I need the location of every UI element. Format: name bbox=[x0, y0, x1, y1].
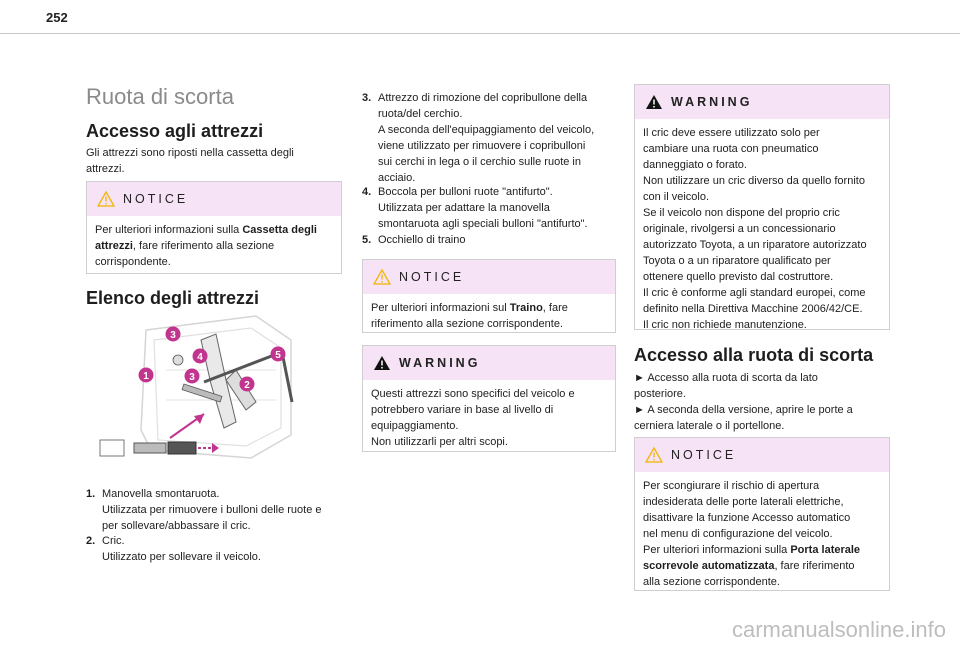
list-item-3: 3. Attrezzo di rimozione del copribullone della ruota/del cerchio. A seconda dell'equipaggiamento del veicolo, viene utilizzato per rimuovere i copribulloni sui cerchi in lega o il cerchio sulle ruote in acciaio. bbox=[362, 92, 595, 184]
heading-tool-list: Elenco degli attrezzi bbox=[86, 288, 260, 308]
list-item-2: 2. Cric. Utilizzato per sollevare il veicolo. bbox=[86, 535, 261, 563]
callout-2-text: 2 bbox=[244, 380, 250, 391]
callout-4-text: 4 bbox=[197, 352, 203, 363]
notice-body: Per ulteriori informazioni sul Traino, fare riferimento alla sezione corrispondente. bbox=[371, 302, 568, 330]
warning-body: Questi attrezzi sono specifici del veicolo e potrebbero variare in base al livello di equipaggiamento. Non utilizzarli per altri scopi. bbox=[371, 388, 575, 448]
list-item-1: 1. Manovella smontaruota. Utilizzata per rimuovere i bulloni delle ruote e per sollevare/abbassare il cric. bbox=[86, 488, 322, 532]
caution-triangle-icon bbox=[645, 447, 663, 463]
tool-kit-drawing bbox=[86, 310, 342, 470]
list-item-5: 5. Occhiello di traino bbox=[362, 234, 466, 246]
callout-3-top-text: 3 bbox=[170, 330, 176, 341]
callout-5-text: 5 bbox=[275, 350, 281, 361]
notice-label: NOTICE bbox=[123, 192, 189, 206]
tool-kit-illustration bbox=[86, 310, 342, 470]
notice-label: NOTICE bbox=[671, 448, 737, 462]
callout-3-mid-text: 3 bbox=[189, 372, 195, 383]
heading-spare-access: Accesso alla ruota di scorta bbox=[634, 345, 874, 365]
notice-body: Per scongiurare il rischio di apertura indesiderata delle porte laterali elettriche, disattivare la funzione Accesso automatico nel menu di configurazione del veicolo. Per ulteriori informazioni sulla Porta laterale scorrevole automatizzata, fare riferimento alla sezione corrispondente. bbox=[643, 480, 861, 588]
warning-label: WARNING bbox=[399, 356, 481, 370]
caution-triangle-icon bbox=[373, 269, 391, 285]
notice-box-sliding-door bbox=[634, 437, 890, 591]
intro-text: Gli attrezzi sono riposti nella cassetta degli attrezzi. bbox=[86, 147, 294, 175]
warning-triangle-icon bbox=[645, 94, 663, 110]
notice-header bbox=[363, 260, 615, 294]
warning-box-jack bbox=[634, 84, 890, 330]
callout-1-text: 1 bbox=[143, 371, 149, 382]
warning-body: Il cric deve essere utilizzato solo per cambiare una ruota con pneumatico danneggiato o forato. Non utilizzare un cric diverso da quello fornito con il veicolo. Se il veicolo non dispone del proprio cric originale, rivolgersi a un concessionario autorizzato Toyota, a un riparatore autorizzato Toyota o a un riparatore qualificato per ottenere quello previsto dal costruttore. Il cric è conforme agli standard europei, come definito nella Direttiva Macchine 2006/42/CE. Il cric non richiede manutenzione. bbox=[643, 127, 867, 331]
notice-header bbox=[635, 438, 889, 472]
list-item-4: 4. Boccola per bulloni ruote "antifurto". Utilizzata per adattare la manovella smontaruota agli speciali bulloni "antifurto". bbox=[362, 186, 588, 230]
warning-header bbox=[635, 85, 889, 119]
notice-box-tool-kit bbox=[86, 181, 342, 274]
header-rule bbox=[0, 33, 960, 34]
warning-label: WARNING bbox=[671, 95, 753, 109]
notice-body: Per ulteriori informazioni sulla Cassetta degli attrezzi, fare riferimento alla sezione corrispondente. bbox=[95, 224, 317, 268]
page-number: 252 bbox=[46, 10, 68, 25]
notice-header bbox=[87, 182, 341, 216]
caution-triangle-icon bbox=[97, 191, 115, 207]
section-title: Ruota di scorta bbox=[86, 84, 234, 109]
notice-label: NOTICE bbox=[399, 270, 465, 284]
spare-access-text: ► Accesso alla ruota di scorta da lato posteriore. ► A seconda della versione, aprire le porte a cerniera laterale o il portellone. bbox=[634, 372, 853, 432]
heading-tool-access: Accesso agli attrezzi bbox=[86, 121, 264, 141]
warning-header bbox=[363, 346, 615, 380]
warning-box-tools bbox=[362, 345, 616, 452]
warning-triangle-icon bbox=[373, 355, 391, 371]
notice-box-towing bbox=[362, 259, 616, 333]
watermark: carmanualsonline.info bbox=[731, 617, 946, 642]
